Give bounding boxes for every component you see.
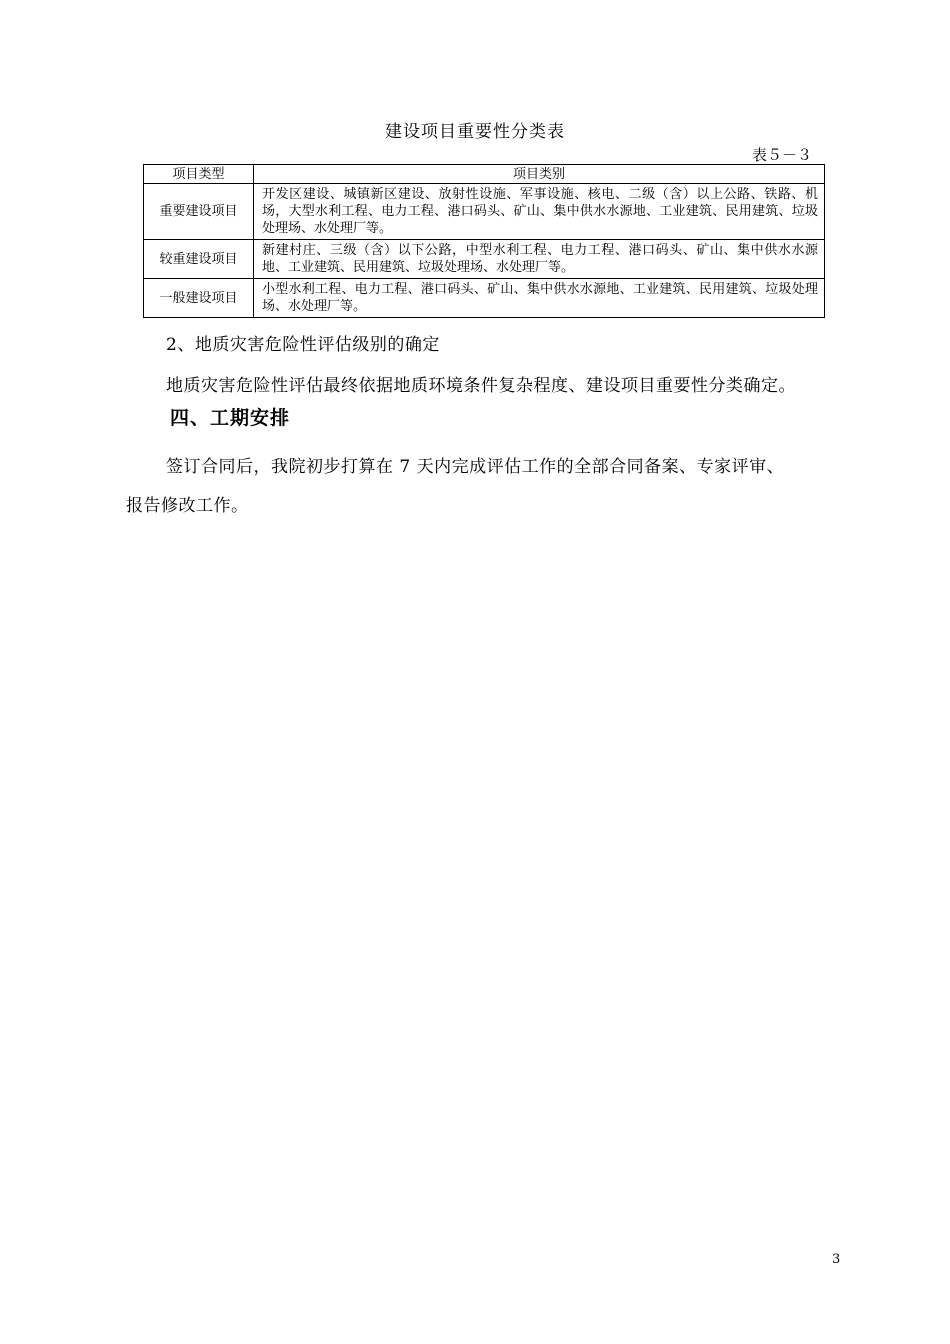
row-type: 较重建设项目 (144, 240, 254, 279)
table-header-row (144, 165, 825, 184)
row-category: 开发区建设、城镇新区建设、放射性设施、军事设施、核电、二级（含）以上公路、铁路、机场，大型水利工程、电力工程、港口码头、矿山、集中供水水源地、工业建筑、民用建筑、垃圾处理场、水处理厂等。 (254, 184, 825, 240)
header-category: 项目类别 (254, 165, 825, 184)
section4-body-line1: 签订合同后，我院初步打算在 7 天内完成评估工作的全部合同备案、专家评审、 (166, 457, 785, 477)
table-row (144, 184, 825, 240)
section4-body-line2: 报告修改工作。 (126, 496, 249, 516)
row-category: 新建村庄、三级（含）以下公路，中型水利工程、电力工程、港口码头、矿山、集中供水水源地、工业建筑、民用建筑、垃圾处理场、水处理厂等。 (254, 240, 825, 279)
section2-body: 地质灾害危险性评估最终依据地质环境条件复杂程度、建设项目重要性分类确定。 (166, 376, 796, 396)
table-row (144, 240, 825, 279)
section4-heading: 四、工期安排 (170, 407, 291, 429)
row-type: 重要建设项目 (144, 184, 254, 240)
page-number: 3 (832, 1252, 841, 1267)
table-title: 建设项目重要性分类表 (385, 122, 565, 142)
table-row (144, 279, 825, 318)
header-type: 项目类型 (144, 165, 254, 184)
table-number: 表５－３ (751, 146, 812, 164)
row-category: 小型水利工程、电力工程、港口码头、矿山、集中供水水源地、工业建筑、民用建筑、垃圾处理场、水处理厂等。 (254, 279, 825, 318)
classification-table (143, 164, 825, 318)
section2-heading: 2、地质灾害危险性评估级别的确定 (166, 335, 440, 355)
row-type: 一般建设项目 (144, 279, 254, 318)
